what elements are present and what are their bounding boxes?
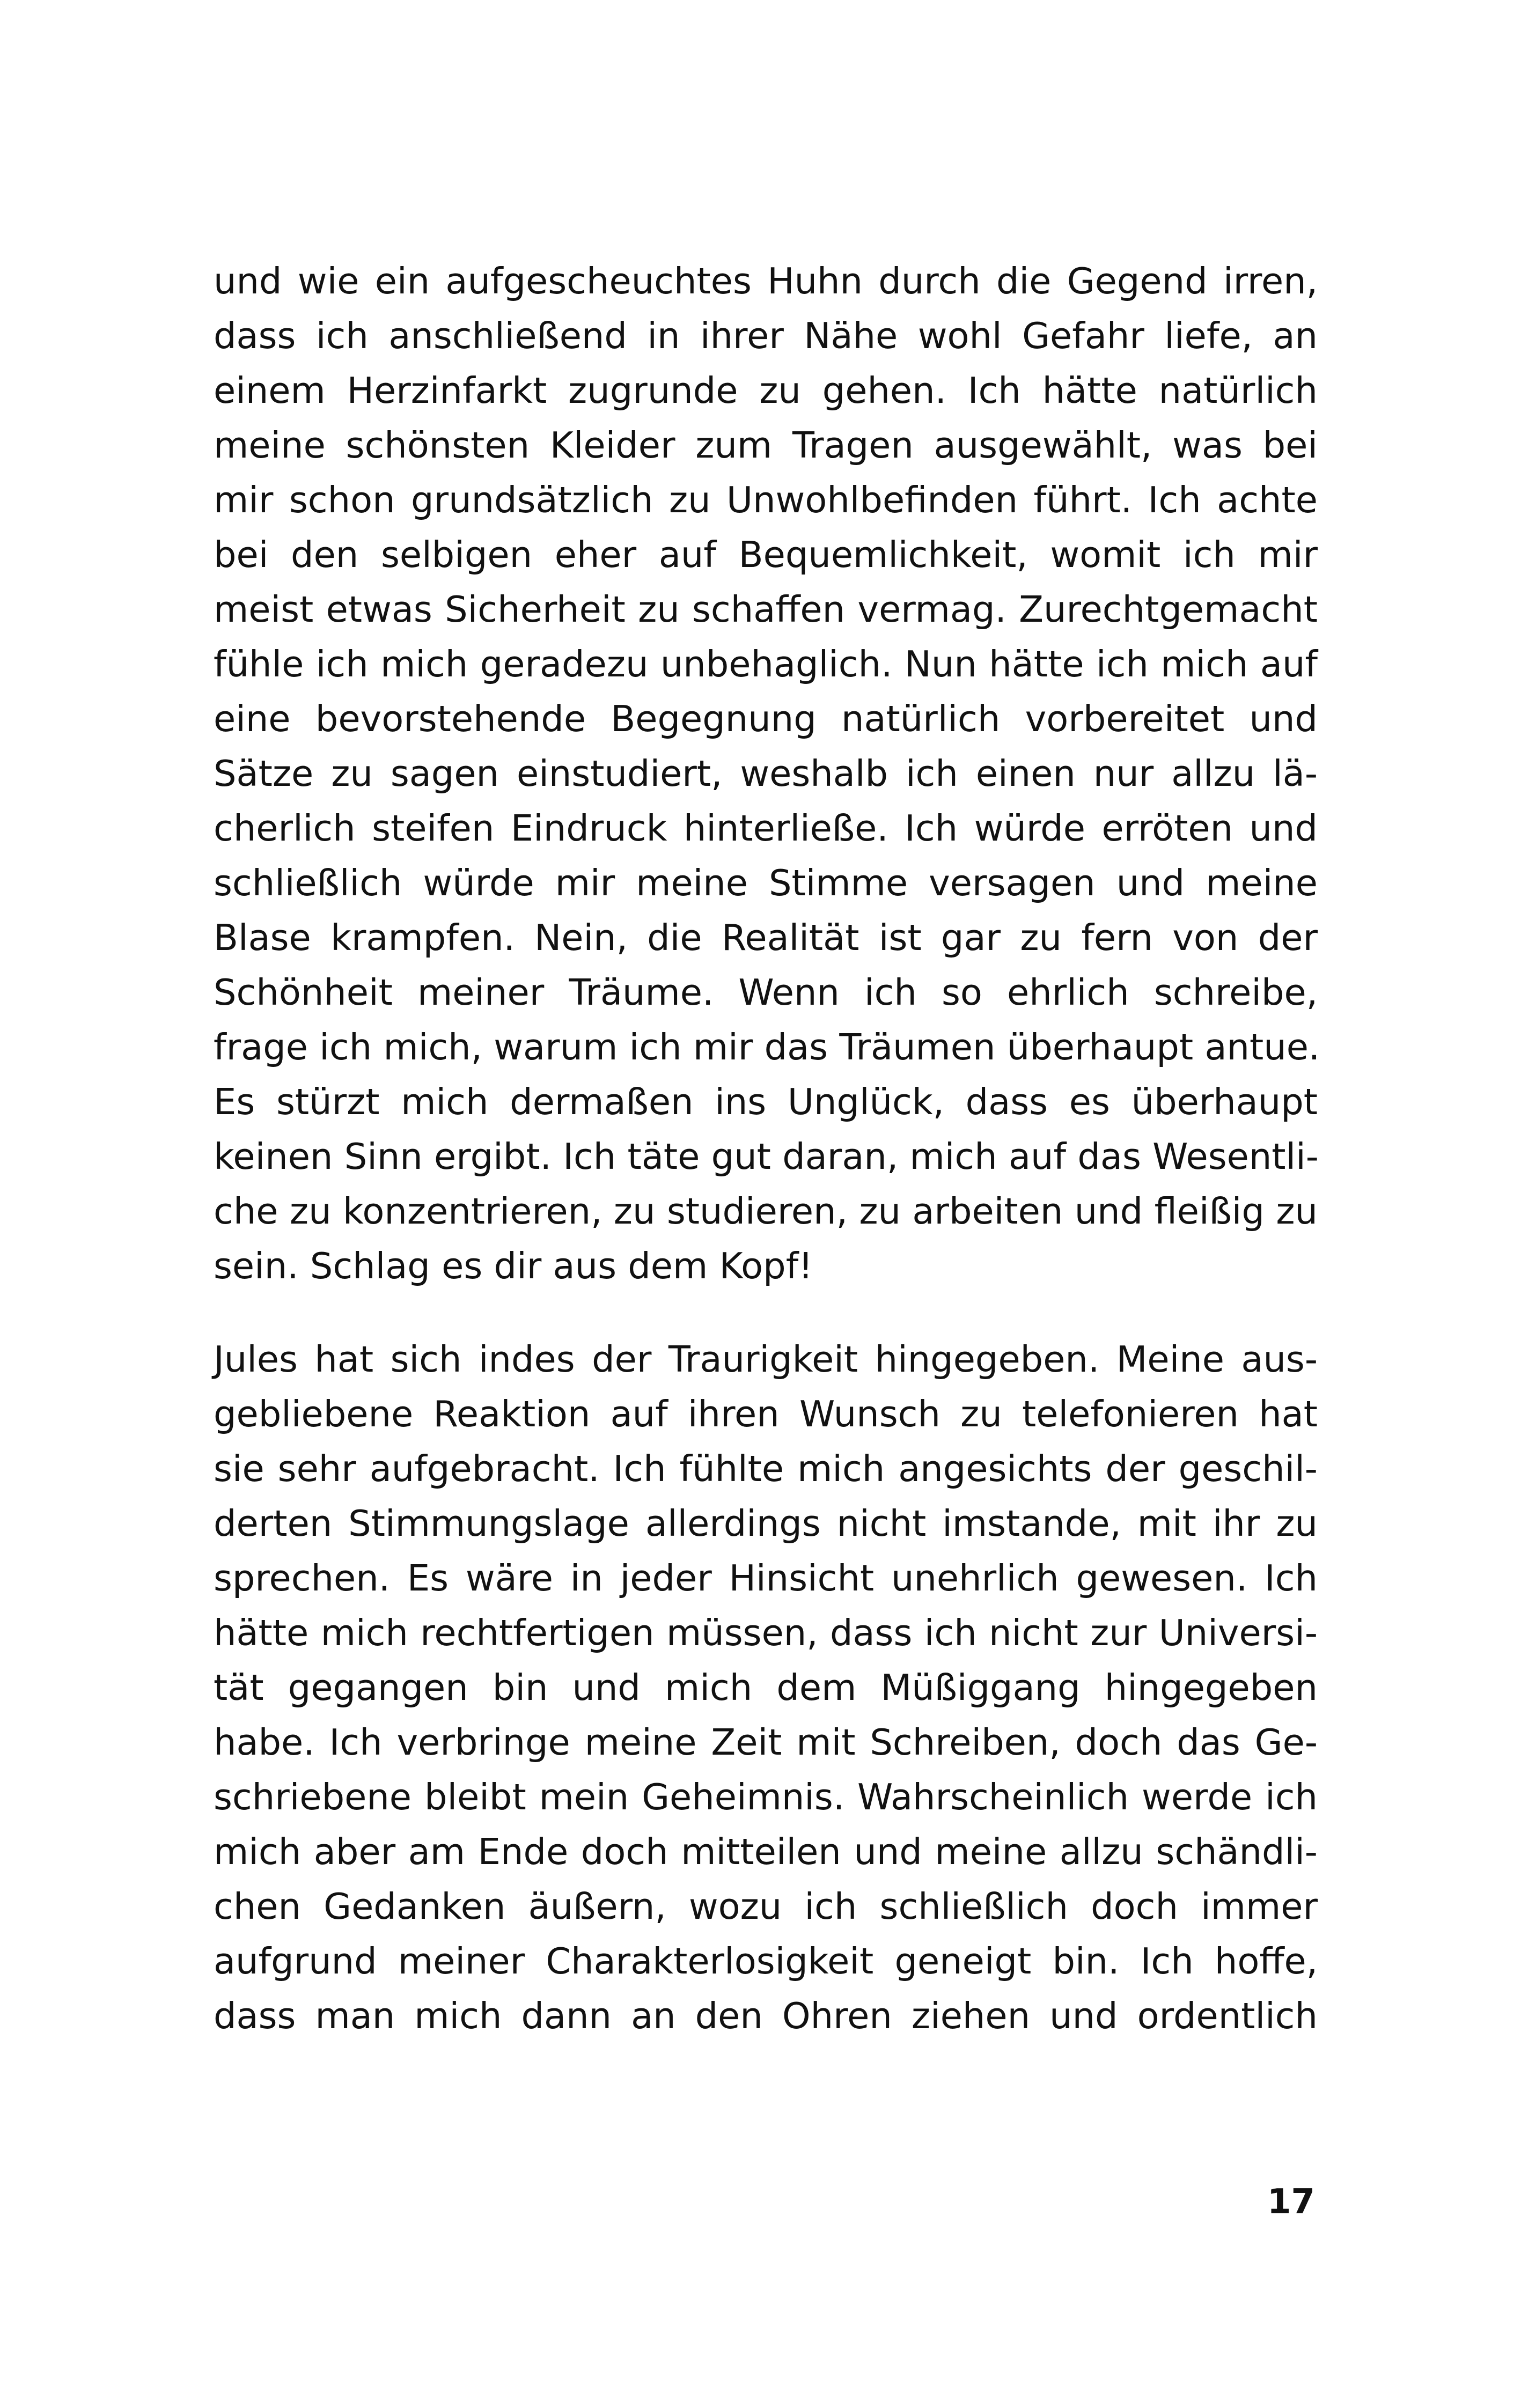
text-line: einem Herzinfarkt zugrunde zu gehen. Ich hätte natürlich	[214, 370, 1318, 411]
text-line: fühle ich mich geradezu unbehaglich. Nun hätte ich mich auf	[214, 643, 1318, 685]
text-line: keinen Sinn ergibt. Ich täte gut daran, mich auf das Wesentli-	[214, 1136, 1319, 1177]
paragraph-2	[214, 1332, 1318, 2043]
text-line: hätte mich rechtfertigen müssen, dass ich nicht zur Universi-	[214, 1612, 1318, 1654]
text-line: Es stürzt mich dermaßen ins Unglück, dass es überhaupt	[214, 1081, 1318, 1123]
text-line: chen Gedanken äußern, wozu ich schließlich doch immer	[214, 1886, 1318, 1927]
text-line: frage ich mich, warum ich mir das Träumen überhaupt antue.	[214, 1026, 1320, 1068]
text-line: mich aber am Ende doch mitteilen und meine allzu schändli-	[214, 1831, 1318, 1873]
paragraph-1	[214, 254, 1318, 1293]
text-line: und wie ein aufgescheuchtes Huhn durch die Gegend irren,	[214, 260, 1318, 302]
text-line: aufgrund meiner Charakterlosigkeit geneigt bin. Ich hoffe,	[214, 1940, 1318, 1982]
text-line: Sätze zu sagen einstudiert, weshalb ich einen nur allzu lä-	[214, 753, 1318, 794]
text-line: habe. Ich verbringe meine Zeit mit Schreiben, doch das Ge-	[214, 1721, 1318, 1763]
text-line: sein. Schlag es dir aus dem Kopf!	[214, 1245, 813, 1287]
text-line: schriebene bleibt mein Geheimnis. Wahrscheinlich werde ich	[214, 1776, 1318, 1818]
text-line: tät gegangen bin und mich dem Müßiggang hingegeben	[214, 1667, 1318, 1709]
text-line: meist etwas Sicherheit zu schaffen vermag. Zurechtgemacht	[214, 588, 1318, 630]
text-line: bei den selbigen eher auf Bequemlichkeit, womit ich mir	[214, 534, 1318, 576]
text-line: dass man mich dann an den Ohren ziehen und ordentlich	[214, 1995, 1318, 2037]
text-line: Jules hat sich indes der Traurigkeit hingegeben. Meine aus-	[214, 1338, 1318, 1380]
text-line: derten Stimmungslage allerdings nicht imstande, mit ihr zu	[214, 1503, 1318, 1544]
text-line: dass ich anschließend in ihrer Nähe wohl Gefahr liefe, an	[214, 315, 1318, 357]
text-line: Schönheit meiner Träume. Wenn ich so ehrlich schreibe,	[214, 971, 1318, 1013]
text-line: Blase krampfen. Nein, die Realität ist gar zu fern von der	[214, 917, 1318, 959]
text-line: eine bevorstehende Begegnung natürlich vorbereitet und	[214, 698, 1318, 740]
text-line: cherlich steifen Eindruck hinterließe. Ich würde erröten und	[214, 807, 1318, 849]
text-line: sprechen. Es wäre in jeder Hinsicht unehrlich gewesen. Ich	[214, 1557, 1318, 1599]
text-line: meine schönsten Kleider zum Tragen ausgewählt, was bei	[214, 424, 1318, 466]
text-line: sie sehr aufgebracht. Ich fühlte mich angesichts der geschil-	[214, 1448, 1318, 1490]
text-line: schließlich würde mir meine Stimme versagen und meine	[214, 862, 1318, 904]
page-number: 17	[1267, 2182, 1315, 2222]
text-line: mir schon grundsätzlich zu Unwohlbefinden führt. Ich achte	[214, 479, 1318, 521]
text-line: gebliebene Reaktion auf ihren Wunsch zu telefonieren hat	[214, 1393, 1318, 1435]
text-line: che zu konzentrieren, zu studieren, zu arbeiten und fleißig zu	[214, 1190, 1318, 1232]
